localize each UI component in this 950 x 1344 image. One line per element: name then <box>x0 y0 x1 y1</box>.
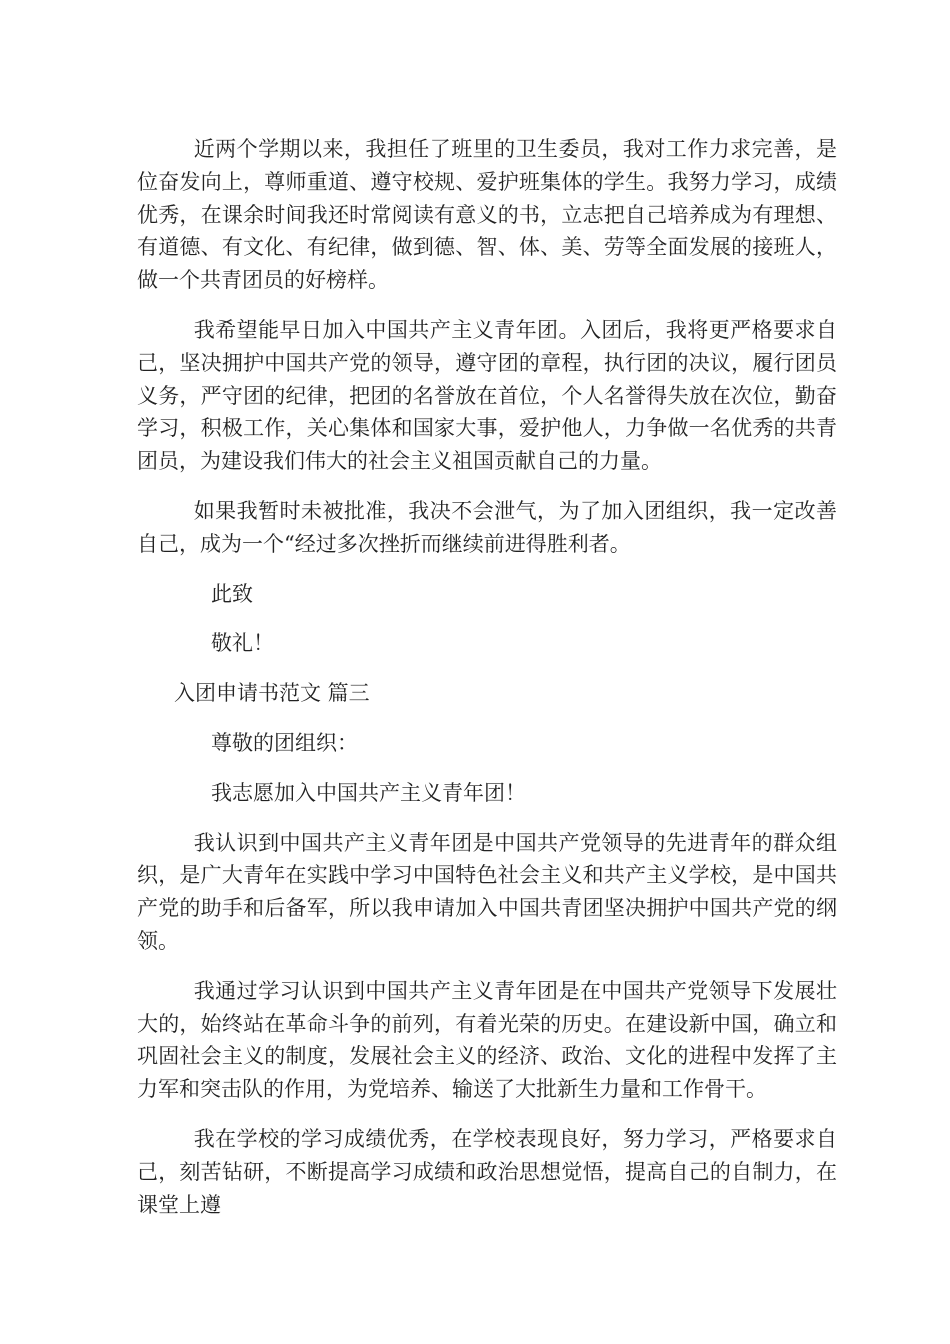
body-paragraph: 我认识到中国共产主义青年团是中国共产党领导的先进青年的群众组织，是广大青年在实践中学习中国特色社会主义和共产主义学校，是中国共产党的助手和后备军，所以我申请加入中国共青团坚决拥护中国共产党的纲领。 <box>137 830 837 953</box>
body-paragraph: 如果我暂时未被批准，我决不会泄气，为了加入团组织，我一定改善自己，成为一个“经过多次挫折而继续前进得胜利者。 <box>137 498 837 556</box>
closing-line: 敬礼！ <box>211 631 274 656</box>
body-paragraph: 我在学校的学习成绩优秀，在学校表现良好，努力学习，严格要求自己，刻苦钻研，不断提高学习成绩和政治思想觉悟，提高自己的自制力，在课堂上遵 <box>137 1126 837 1217</box>
body-paragraph: 近两个学期以来，我担任了班里的卫生委员，我对工作力求完善，是位奋发向上，尊师重道、遵守校规、爱护班集体的学生。我努力学习，成绩优秀，在课余时间我还时常阅读有意义的书，立志把自己培养成为有理想、有道德、有文化、有纪律，做到德、智、体、美、劳等全面发展的接班人，做一个共青团员的好榜样。 <box>137 137 837 293</box>
statement: 我志愿加入中国共产主义青年团！ <box>211 780 526 805</box>
body-paragraph: 我通过学习认识到中国共产主义青年团是在中国共产党领导下发展壮大的，始终站在革命斗争的前列，有着光荣的历史。在建设新中国，确立和巩固社会主义的制度，发展社会主义的经济、政治、文化的进程中发挥了主力军和突击队的作用，为党培养、输送了大批新生力量和工作骨干。 <box>137 978 837 1102</box>
salutation: 尊敬的团组织： <box>211 730 358 755</box>
body-paragraph: 我希望能早日加入中国共产主义青年团。入团后，我将更严格要求自己，坚决拥护中国共产党的领导，遵守团的章程，执行团的决议，履行团员义务，严守团的纪律，把团的名誉放在首位，个人名誉得失放在次位，勤奋学习，积极工作，关心集体和国家大事，爱护他人，力争做一名优秀的共青团员，为建设我们伟大的社会主义祖国贡献自己的力量。 <box>137 317 837 474</box>
document-body <box>137 133 837 1238</box>
section-heading: 入团申请书范文 篇三 <box>174 681 370 706</box>
closing-line: 此致 <box>211 581 253 606</box>
